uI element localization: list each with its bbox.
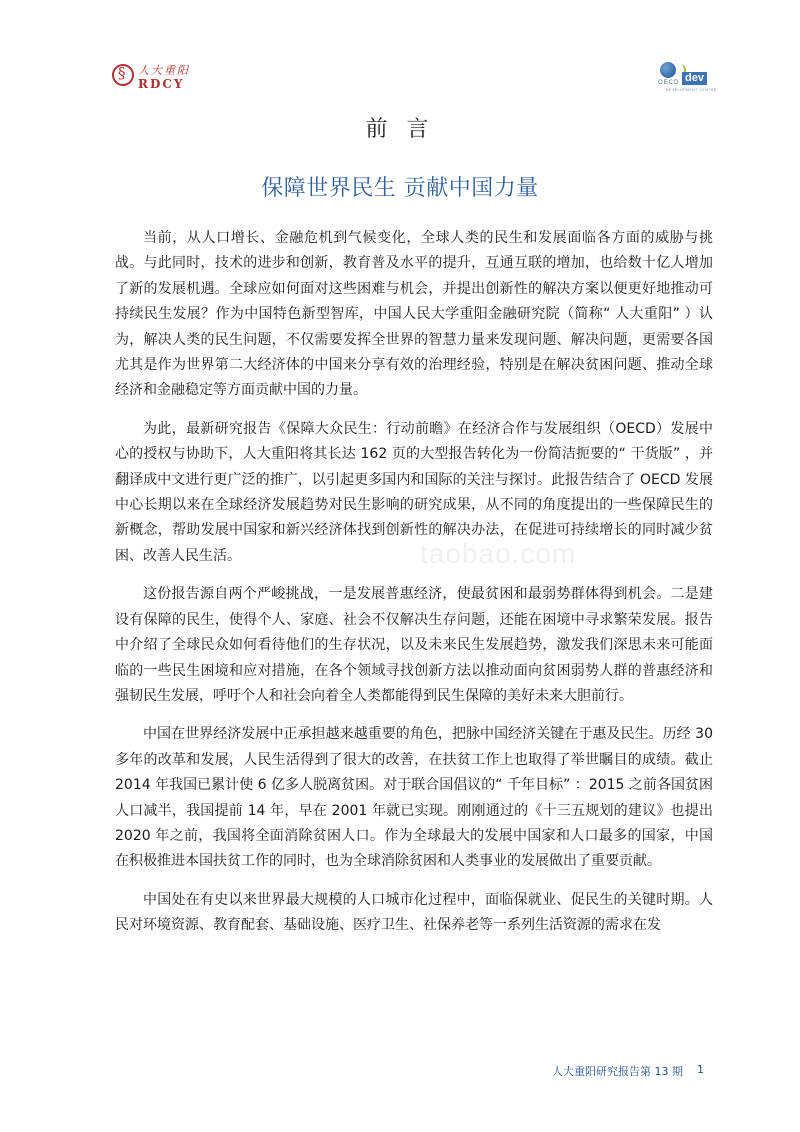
rdcy-logo — [112, 62, 202, 94]
paragraph: 当前，从人口增长、金融危机到气候变化，全球人类的民生和发展面临各方面的威胁与挑战。与此同时，技术的进步和创新，教育普及水平的提升，互通互联的增加，也给数十亿人增加了新的发展机遇。全球应如何面对这些困难与机会，并提出创新性的解决方案以便更好地推动可持续民生发展？作为中国特色新型智库，中国人民大学重阳金融研究院（简称“ 人大重阳” ）认为，解决人类的民生问题，不仅需要发挥全世界的智慧力量来发现问题、解决问题，更需要各国尤其是作为世界第二大经济体的中国来分享有效的治理经验，特别是在解决贫困问题、推动全球经济和金融稳定等方面贡献中国的力量。 — [115, 230, 713, 399]
page-subtitle: 保障世界民生 贡献中国力量 — [261, 176, 539, 201]
paragraph: 这份报告源自两个严峻挑战，一是发展普惠经济，使最贫困和最弱势群体得到机会。二是建设有保障的民生，使得个人、家庭、社会不仅解决生存问题，还能在困境中寻求繁荣发展。报告中介绍了全球民众如何看待他们的生存状况，以及未来民生发展趋势，激发我们深思未来可能面临的一些民生困境和应对措施，在各个领域寻找创新方法以推动面向贫困弱势人群的普惠经济和强韧民生发展，呼吁个人和社会向着全人类都能得到民生保障的美好未来大胆前行。 — [115, 586, 713, 704]
dev-label: dev — [682, 72, 707, 85]
rdcy-seal-icon — [112, 64, 134, 86]
paragraph: 中国处在有史以来世界最大规模的人口城市化过程中，面临保就业、促民生的关键时期。人民对环境资源、教育配套、基础设施、医疗卫生、社保养老等一系列生活资源的需求在发 — [115, 891, 713, 934]
oecd-dev-logo — [656, 58, 716, 94]
footer-report-label: 人大重阳研究报告第 13 期 — [552, 1065, 683, 1078]
globe-icon — [660, 62, 676, 78]
paragraph: 中国在世界经济发展中正承担越来越重要的角色，把脉中国经济关键在于惠及民生。历经 30 多年的改革和发展，人民生活得到了很大的改善，在扶贫工作上也取得了举世瞩目的成绩。截止 2014 年我国已累计使 6 亿多人脱离贫困。对于联合国倡议的“ 千年目标” ：2015 之前各国贫困人口减半，我国提前 14 年，早在 2001 年就已实现。刚刚通过的《十三五规划的建议》也提出 2020 年之前，我国将全面消除贫困人口。作为全球最大的发展中国家和人口最多的国家，中国在积极推进本国扶贫工作的同时，也为全球消除贫困和人类事业的发展做出了重要贡献。 — [115, 726, 713, 870]
page-title: 前 言 — [365, 117, 435, 142]
watermark: taobao.com — [420, 538, 577, 569]
oecd-label: OECD — [658, 80, 680, 86]
rdcy-logo-en: RDCY — [138, 77, 185, 91]
oecd-tagline: DEVELOPMENT CENTRE — [666, 88, 717, 92]
body-text — [115, 226, 713, 952]
rdcy-logo-cn: 人大重阳 — [138, 64, 190, 77]
page-number: 1 — [697, 1063, 704, 1076]
paragraph: 为此，最新研究报告《保障大众民生：行动前瞻》在经济合作与发展组织（OECD）发展中心的授权与协助下，人大重阳将其长达 162 页的大型报告转化为一份简洁扼要的“ 干货版” ，并翻译成中文进行更广泛的推广，以引起更多国内和国际的关注与探讨。此报告结合了 OECD 发展中心长期以来在全球经济发展趋势对民生影响的研究成果，从不同的角度提出的一些保障民生的新概念，帮助发展中国家和新兴经济体找到创新性的解决办法，在促进可持续增长的同时减少贫困、改善人民生活。 — [115, 420, 713, 564]
